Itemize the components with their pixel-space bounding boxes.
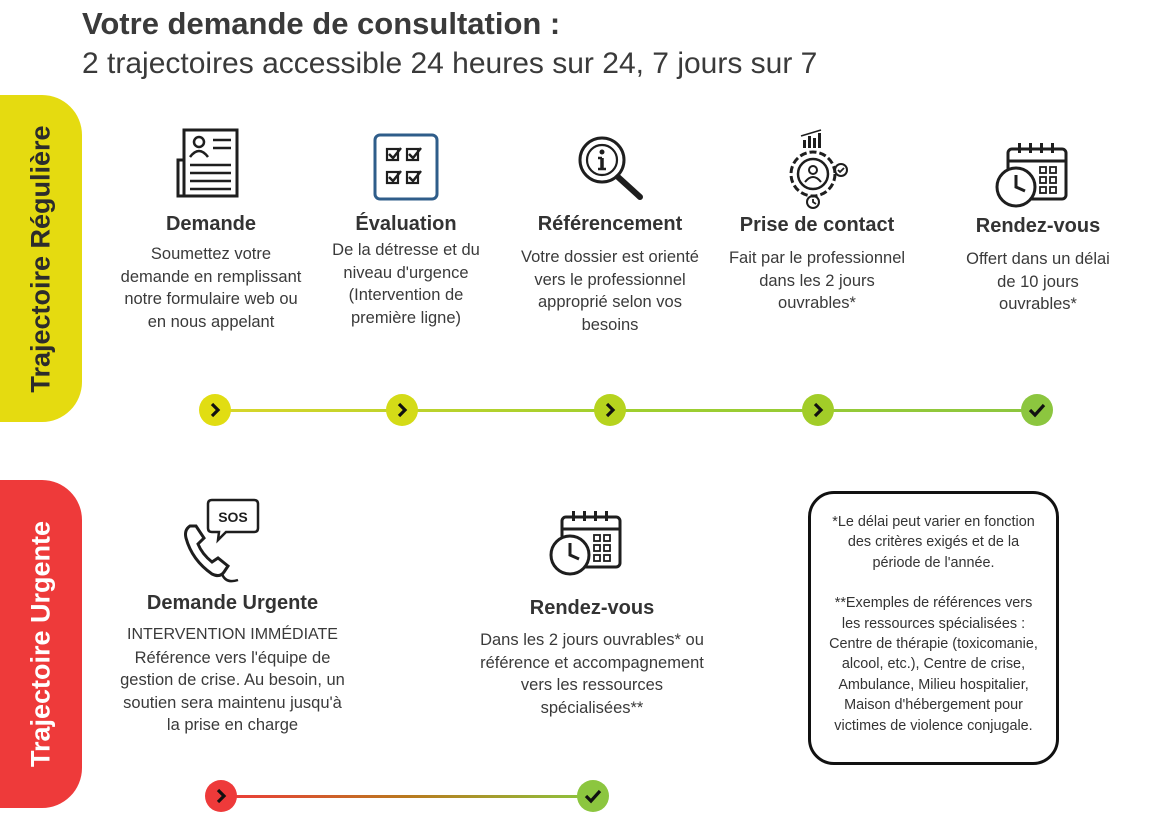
urgent-trajectory-label: Trajectoire Urgente — [25, 520, 56, 768]
regular-trajectory-tab — [0, 95, 82, 422]
regular-step-demande — [116, 127, 306, 333]
regular-step-prise-de-contact — [722, 128, 912, 315]
checklist-icon — [373, 133, 439, 201]
form-document-icon — [175, 127, 241, 199]
check-icon — [1021, 394, 1053, 426]
chevron-right-icon — [594, 394, 626, 426]
timeline-node-arrow — [594, 394, 626, 426]
urgent-trajectory-tab — [0, 480, 82, 808]
chevron-right-icon — [205, 780, 237, 812]
calendar-clock-icon — [548, 509, 624, 577]
step-title: Évaluation — [355, 213, 457, 235]
footnotes-box — [808, 491, 1059, 765]
chevron-right-icon — [802, 394, 834, 426]
urgent-step-rendez-vous — [476, 509, 708, 719]
magnifier-info-icon — [576, 135, 644, 201]
step-subtitle: INTERVENTION IMMÉDIATE — [127, 626, 338, 643]
timeline-node-check — [1021, 394, 1053, 426]
page-title: Votre demande de consultation : — [82, 6, 561, 41]
step-title: Demande Urgente — [146, 592, 319, 614]
timeline-node-arrow — [802, 394, 834, 426]
step-title: Référencement — [537, 213, 683, 235]
footnote-delay: *Le délai peut varier en fonction des critères exigés et de la période de l'année. — [832, 514, 1035, 571]
regular-step-evaluation — [328, 133, 484, 329]
sos-text: SOS — [218, 509, 248, 525]
timeline-node-arrow — [205, 780, 237, 812]
regular-step-rendez-vous — [958, 141, 1118, 316]
step-description: Référence vers l'équipe de gestion de crise. Au besoin, un soutien sera maintenu jusqu'à la prise en charge — [120, 648, 345, 734]
regular-timeline — [215, 409, 1037, 412]
timeline-node-check — [577, 780, 609, 812]
step-description: Offert dans un délai de 10 jours ouvrables* — [966, 250, 1110, 313]
calendar-clock-icon — [994, 141, 1070, 209]
urgent-step-demande-urgente — [110, 496, 355, 737]
timeline-node-arrow — [386, 394, 418, 426]
regular-step-referencement — [516, 135, 704, 336]
gear-person-icon — [781, 128, 853, 210]
timeline-node-arrow — [199, 394, 231, 426]
step-description: Dans les 2 jours ouvrables* ou référence et accompagnement vers les ressources spécialisées** — [480, 631, 704, 717]
urgent-timeline — [221, 795, 593, 798]
step-title: Rendez-vous — [975, 215, 1101, 237]
chevron-right-icon — [199, 394, 231, 426]
step-description: Votre dossier est orienté vers le professionnel approprié selon vos besoins — [521, 248, 699, 334]
regular-trajectory-label: Trajectoire Régulière — [25, 124, 56, 393]
sos-phone-icon — [182, 496, 262, 588]
footnote-resources: **Exemples de références vers les ressources spécialisées : Centre de thérapie (toxicomanie, alcool, etc.), Centre de crise, Ambulance, Milieu hospitalier, Maison d'hébergement pour victimes de violence conjugale. — [829, 595, 1038, 734]
step-title: Demande — [165, 213, 257, 235]
step-description: Soumettez votre demande en remplissant notre formulaire web ou en nous appelant — [120, 245, 302, 331]
chevron-right-icon — [386, 394, 418, 426]
step-title: Rendez-vous — [529, 597, 655, 619]
step-title: Prise de contact — [739, 214, 895, 236]
step-description: Fait par le professionnel dans les 2 jours ouvrables* — [728, 249, 906, 312]
step-description: De la détresse et du niveau d'urgence (Intervention de première ligne) — [332, 241, 480, 327]
check-icon — [577, 780, 609, 812]
page-subtitle: 2 trajectoires accessible 24 heures sur 24, 7 jours sur 7 — [82, 47, 818, 80]
